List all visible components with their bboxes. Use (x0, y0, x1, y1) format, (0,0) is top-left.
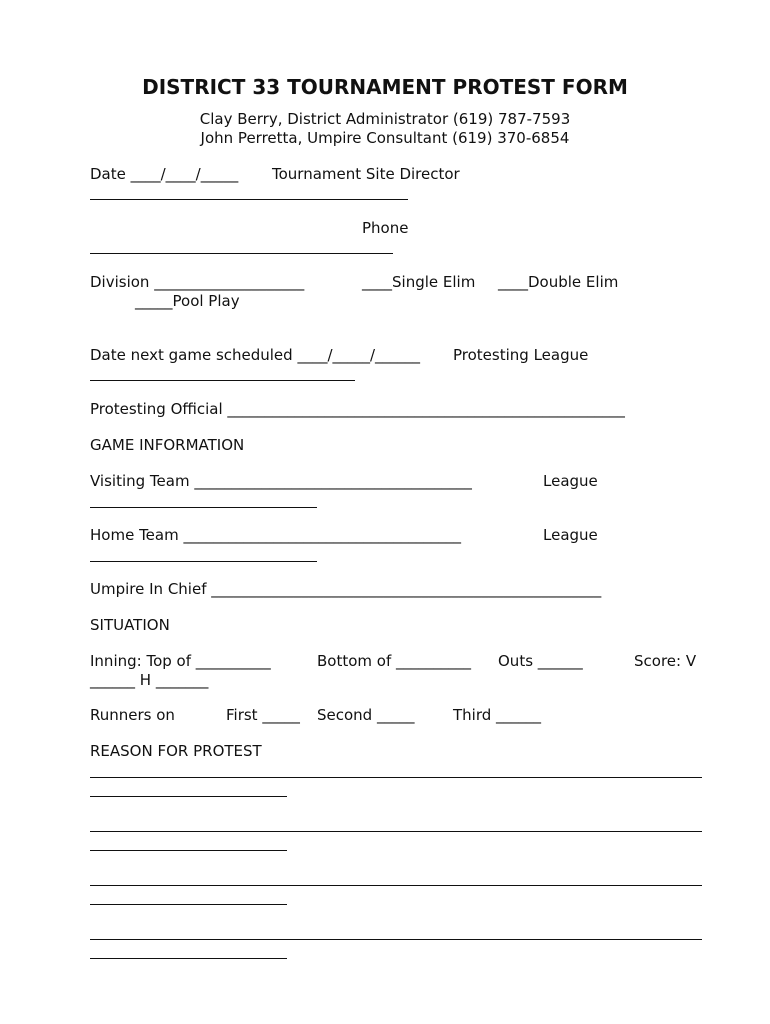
runner-second-field[interactable]: Second _____ (317, 706, 415, 724)
score-fields[interactable]: ______ H _______ (90, 671, 209, 689)
protesting-league-line[interactable] (90, 380, 355, 381)
reason-line[interactable] (90, 958, 287, 959)
single-elim-option[interactable]: ____Single Elim (362, 273, 476, 291)
home-league-line[interactable] (90, 561, 317, 562)
visiting-league-label: League (543, 472, 598, 490)
runner-third-field[interactable]: Third ______ (453, 706, 542, 724)
date-field[interactable]: Date ____/____/_____ (90, 165, 239, 183)
reason-line[interactable] (90, 777, 702, 778)
contact-administrator: Clay Berry, District Administrator (619) 787-7593 (199, 110, 571, 128)
phone-line[interactable] (90, 253, 393, 254)
next-game-date-field[interactable]: Date next game scheduled ____/_____/______ (90, 346, 421, 364)
reason-line[interactable] (90, 904, 287, 905)
visiting-team-field[interactable]: Visiting Team _____________________________________ (90, 472, 472, 490)
runners-on-label: Runners on (90, 706, 175, 724)
reason-line[interactable] (90, 939, 702, 940)
visiting-league-line[interactable] (90, 507, 317, 508)
double-elim-option[interactable]: ____Double Elim (498, 273, 619, 291)
site-director-label: Tournament Site Director (272, 165, 460, 183)
home-team-field[interactable]: Home Team _____________________________________ (90, 526, 461, 544)
reason-line[interactable] (90, 885, 702, 886)
situation-heading: SITUATION (90, 616, 170, 634)
reason-heading: REASON FOR PROTEST (90, 742, 262, 760)
runner-first-field[interactable]: First _____ (226, 706, 300, 724)
form-title: DISTRICT 33 TOURNAMENT PROTEST FORM (142, 75, 628, 99)
reason-line[interactable] (90, 831, 702, 832)
home-league-label: League (543, 526, 598, 544)
reason-line[interactable] (90, 796, 287, 797)
protesting-league-label: Protesting League (453, 346, 589, 364)
pool-play-option[interactable]: _____Pool Play (135, 292, 240, 310)
inning-bottom-field[interactable]: Bottom of __________ (317, 652, 472, 670)
phone-label: Phone (362, 219, 409, 237)
outs-field[interactable]: Outs ______ (498, 652, 583, 670)
site-director-line[interactable] (90, 199, 408, 200)
umpire-in-chief-field[interactable]: Umpire In Chief ____________________________________________________ (90, 580, 602, 598)
inning-top-field[interactable]: Inning: Top of __________ (90, 652, 271, 670)
reason-line[interactable] (90, 850, 287, 851)
division-field[interactable]: Division ____________________ (90, 273, 305, 291)
game-information-heading: GAME INFORMATION (90, 436, 245, 454)
score-visitor-label: Score: V (634, 652, 697, 670)
contact-umpire-consultant: John Perretta, Umpire Consultant (619) 370-6854 (200, 129, 570, 147)
protesting-official-field[interactable]: Protesting Official _____________________________________________________ (90, 400, 625, 418)
